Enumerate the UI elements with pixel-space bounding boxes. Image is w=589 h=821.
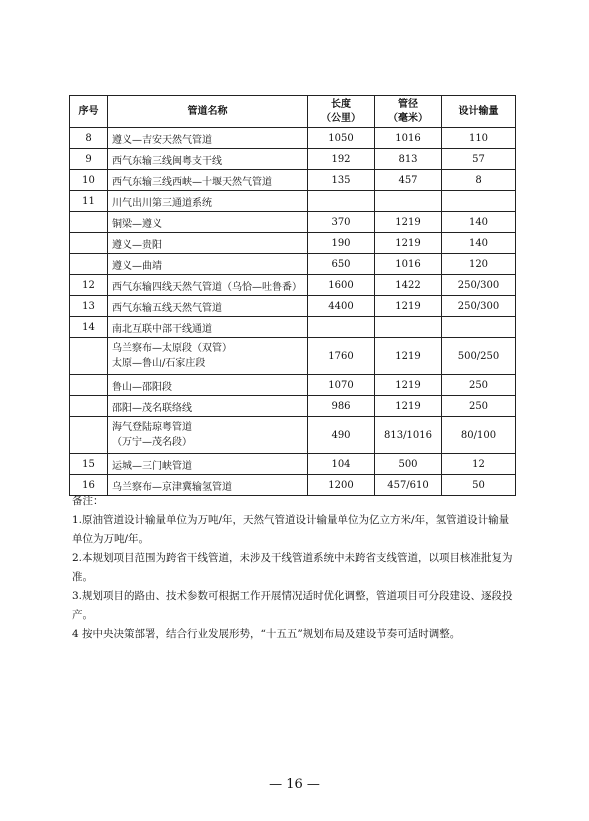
cell-capacity: 80/100 [442,417,516,454]
cell-diameter: 1219 [375,212,442,233]
cell-name: 海气登陆琼粤管道 （万宁—茂名段） [108,417,308,454]
cell-length: 1200 [308,475,375,496]
cell-no: 15 [70,454,108,475]
cell-length [308,191,375,212]
table-row [70,375,516,396]
cell-length: 190 [308,233,375,254]
cell-capacity [442,191,516,212]
cell-diameter: 1219 [375,396,442,417]
cell-capacity: 500/250 [442,338,516,375]
cell-length: 1050 [308,128,375,149]
header-length: 长度 （公里） [308,96,375,128]
header-capacity: 设计输量 [442,96,516,128]
notes-title: 备注： [72,495,104,507]
cell-name: 川气出川第三通道系统 [108,191,308,212]
cell-diameter: 1219 [375,338,442,375]
cell-no [70,417,108,454]
cell-length: 650 [308,254,375,275]
cell-capacity: 50 [442,475,516,496]
cell-diameter: 1219 [375,233,442,254]
cell-diameter: 1016 [375,254,442,275]
cell-name: 邵阳—茂名联络线 [108,396,308,417]
cell-capacity: 12 [442,454,516,475]
cell-diameter: 1219 [375,375,442,396]
cell-capacity: 8 [442,170,516,191]
cell-length: 104 [308,454,375,475]
table-row [70,254,516,275]
cell-diameter: 457/610 [375,475,442,496]
table-row [70,454,516,475]
cell-name: 西气东输三线西峡—十堰天然气管道 [108,170,308,191]
cell-name: 鲁山—邵阳段 [108,375,308,396]
cell-capacity: 120 [442,254,516,275]
header-no: 序号 [70,96,108,128]
cell-capacity [442,317,516,338]
table-row [70,233,516,254]
notes-section [72,492,518,644]
cell-length: 192 [308,149,375,170]
cell-no [70,233,108,254]
cell-name: 乌兰察布—太原段（双管） 太原—鲁山/石家庄段 [108,338,308,375]
header-name: 管道名称 [108,96,308,128]
cell-diameter [375,317,442,338]
cell-diameter: 1422 [375,275,442,296]
cell-length [308,317,375,338]
cell-name: 运城—三门峡管道 [108,454,308,475]
cell-length: 4400 [308,296,375,317]
cell-name: 西气东输四线天然气管道（乌恰—吐鲁番） [108,275,308,296]
cell-no: 13 [70,296,108,317]
cell-no: 16 [70,475,108,496]
note-item: 3.规划项目的路由、技术参数可根据工作开展情况适时优化调整，管道项目可分段建设、逐段投产。 [72,590,513,621]
cell-diameter: 1016 [375,128,442,149]
note-item: 4 按中央决策部署，结合行业发展形势，“十五五”规划布局及建设节奏可适时调整。 [72,628,461,640]
cell-capacity: 140 [442,212,516,233]
cell-name: 南北互联中部干线通道 [108,317,308,338]
cell-capacity: 250/300 [442,275,516,296]
cell-no: 10 [70,170,108,191]
cell-length: 135 [308,170,375,191]
cell-name: 铜梁—遵义 [108,212,308,233]
cell-capacity: 110 [442,128,516,149]
table-row [70,296,516,317]
cell-no: 14 [70,317,108,338]
table-row [70,128,516,149]
cell-diameter: 457 [375,170,442,191]
table-row [70,396,516,417]
cell-capacity: 250 [442,396,516,417]
table-row [70,191,516,212]
cell-no [70,396,108,417]
note-item: 2.本规划项目范围为跨省干线管道，未涉及干线管道系统中未跨省支线管道，以项目核准批复为准。 [72,552,513,583]
cell-length: 490 [308,417,375,454]
cell-diameter [375,191,442,212]
cell-diameter: 813 [375,149,442,170]
cell-length: 1070 [308,375,375,396]
table-row [70,275,516,296]
cell-no: 11 [70,191,108,212]
cell-capacity: 250/300 [442,296,516,317]
table-row [70,170,516,191]
table-row [70,417,516,454]
cell-length: 370 [308,212,375,233]
header-diameter: 管径 （毫米） [375,96,442,128]
note-item: 1.原油管道设计输量单位为万吨/年，天然气管道设计输量单位为亿立方米/年，氢管道设计输量单位为万吨/年。 [72,514,510,545]
cell-name: 西气东输三线闽粤支干线 [108,149,308,170]
table-row [70,212,516,233]
table-header-row [70,96,516,128]
cell-name: 遵义—贵阳 [108,233,308,254]
table-row [70,338,516,375]
cell-diameter: 1219 [375,296,442,317]
cell-diameter: 500 [375,454,442,475]
cell-name: 西气东输五线天然气管道 [108,296,308,317]
table-row [70,317,516,338]
cell-no [70,338,108,375]
cell-length: 1760 [308,338,375,375]
page-number: — 16 — [269,777,320,792]
cell-capacity: 250 [442,375,516,396]
table-row [70,149,516,170]
cell-diameter: 813/1016 [375,417,442,454]
cell-no: 9 [70,149,108,170]
cell-name: 遵义—曲靖 [108,254,308,275]
cell-capacity: 57 [442,149,516,170]
pipeline-table [69,95,516,496]
cell-no: 8 [70,128,108,149]
cell-capacity: 140 [442,233,516,254]
cell-length: 1600 [308,275,375,296]
cell-no [70,375,108,396]
cell-no [70,212,108,233]
cell-no [70,254,108,275]
cell-name: 遵义—吉安天然气管道 [108,128,308,149]
cell-name: 乌兰察布—京津冀输氢管道 [108,475,308,496]
cell-no: 12 [70,275,108,296]
cell-length: 986 [308,396,375,417]
